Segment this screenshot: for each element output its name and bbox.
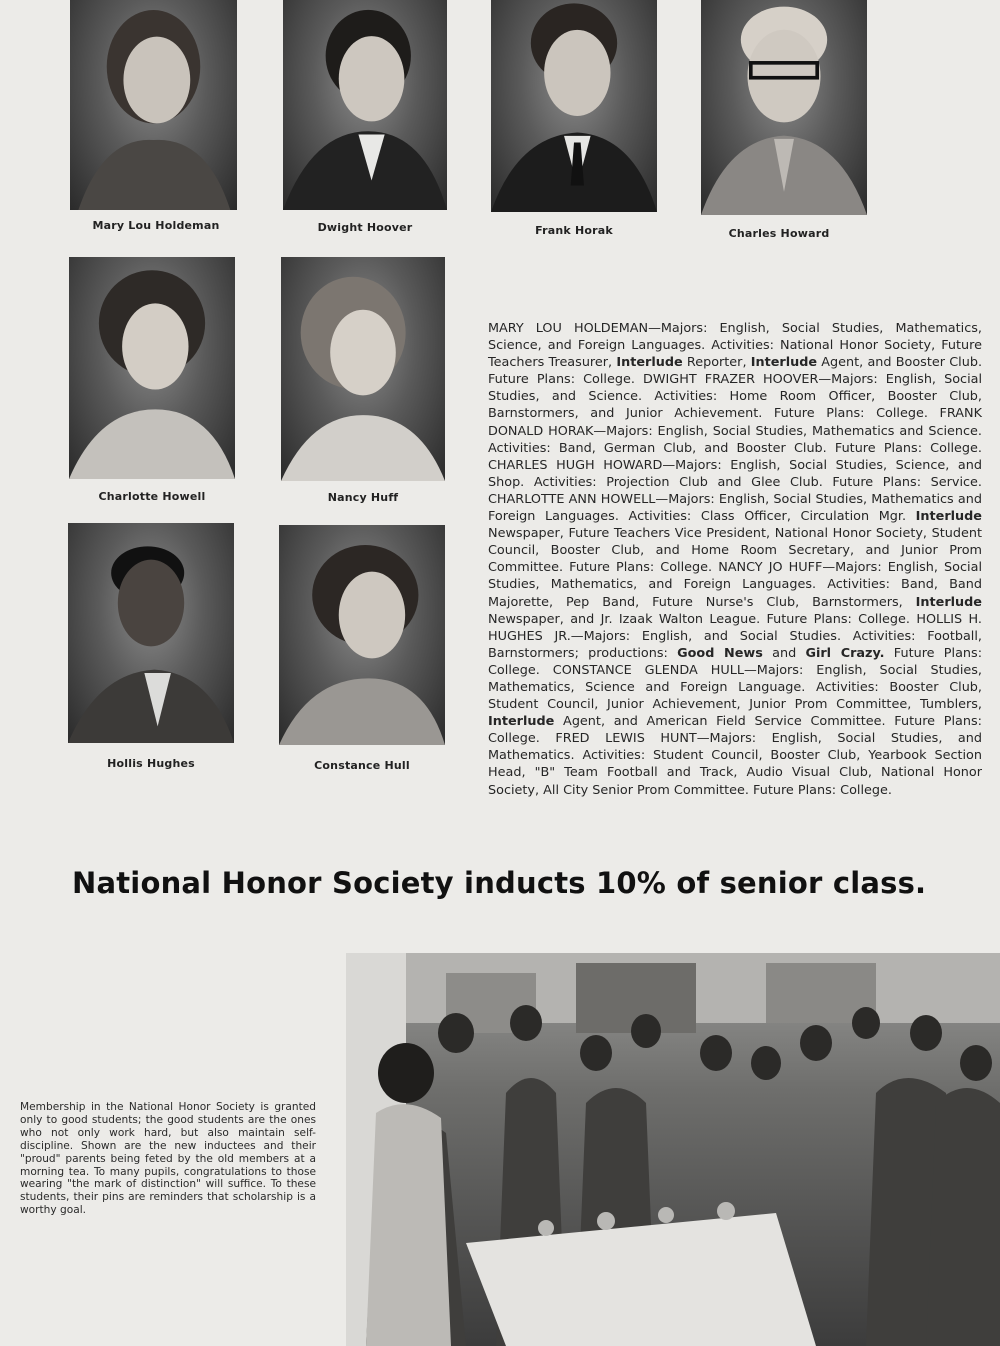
- bio-entry: CHARLES HUGH HOWARD—Majors: English, Social Studies, Science, and Shop. Activities: Projection Club and Glee Club. Future Plans: Service.: [488, 457, 982, 490]
- section-headline: National Honor Society inducts 10% of senior class.: [72, 866, 927, 900]
- portrait-photo: [69, 257, 235, 479]
- photo-blurb: Membership in the National Honor Society is granted only to good students; the good students are the ones who not only work hard, but also maintain self-discipline. Shown are the new inductees and their "proud" parents being feted by the old members at a morning tea. To many pupils, congratulations to those wearing "the mark of distinction" will suffice. To these students, their pins are reminders that scholarship is a worthy goal.: [20, 1101, 316, 1217]
- senior-biographies: [488, 320, 982, 799]
- portrait-caption: Charles Howard: [728, 227, 830, 240]
- portrait-photo: [68, 523, 234, 743]
- portrait-photo: [491, 0, 657, 212]
- portrait-photo: [281, 257, 445, 481]
- portrait-caption: Charlotte Howell: [98, 490, 206, 503]
- bio-entry: CHARLOTTE ANN HOWELL—Majors: English, Social Studies, Mathematics and Foreign Languages. Activities: Class Officer, Circulation Mgr. Interlude Newspaper, Future Teachers Vice President, National Honor Society, Student Council, Booster Club, and Home Room Secretary, and Junior Prom Committee. Future Plans: College.: [488, 491, 982, 576]
- portrait-photo: [70, 0, 237, 210]
- bio-entry: CONSTANCE GLENDA HULL—Majors: English, Social Studies, Mathematics, Science and Foreign Language. Activities: Booster Club, Student Council, Junior Achievement, Junior Prom Committee, Tumblers, Interlude Agent, and American Field Service Committee. Future Plans: College.: [488, 662, 982, 747]
- bio-entry: MARY LOU HOLDEMAN—Majors: English, Social Studies, Mathematics, Science, and Foreign Languages. Activities: National Honor Society, Future Teachers Treasurer, Interlude Reporter, Interlude Agent, and Booster Club. Future Plans: College.: [488, 321, 983, 388]
- portrait-photo: [279, 525, 445, 745]
- portrait-photo: [701, 0, 867, 215]
- portrait-caption: Constance Hull: [314, 759, 410, 772]
- bio-entry: DWIGHT FRAZER HOOVER—Majors: English, Social Studies, and Science. Activities: Home Room Officer, Booster Club, Barnstormers, and Junior Achievement. Future Plans: College.: [488, 372, 983, 422]
- portrait-caption: Hollis Hughes: [107, 757, 195, 770]
- portrait-caption: Frank Horak: [535, 224, 613, 237]
- bio-entry: NANCY JO HUFF—Majors: English, Social Studies, Mathematics, and Foreign Languages. Activities: Band, Band Majorette, Pep Band, Future Nurse's Club, Barnstormers, Interlude Newspaper, and Jr. Izaak Walton League. Future Plans: College.: [488, 560, 982, 627]
- honor-society-tea-photo: [346, 953, 1000, 1346]
- bio-entry: HOLLIS H. HUGHES JR.—Majors: English, and Social Studies. Activities: Football, Barnstormers; productions: Good News and Girl Crazy. Future Plans: College.: [488, 611, 983, 678]
- bio-entry: FRANK DONALD HORAK—Majors: English, Social Studies, Mathematics and Science. Activities: Band, German Club, and Booster Club. Future Plans: College.: [488, 406, 982, 456]
- bio-entry: FRED LEWIS HUNT—Majors: English, Social Studies, and Mathematics. Activities: Student Council, Booster Club, Yearbook Section Head, "B" Team Football and Track, Audio Visual Club, National Honor Society, All City Senior Prom Committee. Future Plans: College.: [488, 731, 982, 798]
- portrait-caption: Nancy Huff: [327, 491, 399, 504]
- portrait-photo: [283, 0, 447, 210]
- portrait-caption: Mary Lou Holdeman: [92, 219, 220, 232]
- portrait-caption: Dwight Hoover: [317, 221, 413, 234]
